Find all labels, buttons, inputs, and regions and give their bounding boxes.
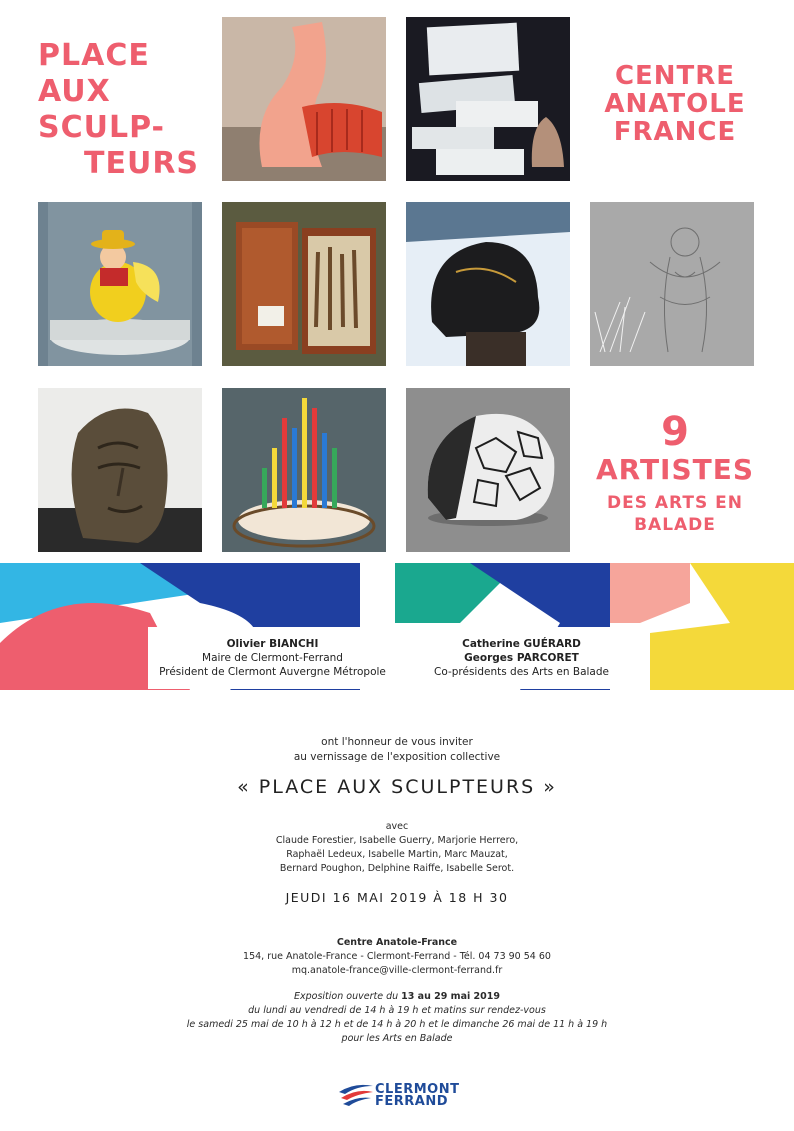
artists-intro: avec <box>385 821 409 832</box>
title-line: TEURS <box>84 146 200 181</box>
invitation-line: ont l'honneur de vous inviter <box>321 736 473 748</box>
artists-line: Bernard Poughon, Delphine Raiffe, Isabelle Serot. <box>279 863 515 874</box>
host-name <box>397 651 646 665</box>
host-role: Président de Clermont Auvergne Métropole <box>159 666 386 678</box>
host-role: Co-présidents des Arts en Balade <box>434 666 609 678</box>
title-centre-anatole-france <box>590 62 760 146</box>
host-last-name: BIANCHI <box>269 638 319 650</box>
artists-word: ARTISTES <box>595 453 755 486</box>
photo-raku-ceramic <box>406 388 570 552</box>
title-place-aux-sculpteurs <box>38 38 199 182</box>
org-name-line: DES ARTS EN <box>607 493 743 513</box>
host-first-name: Olivier <box>226 638 270 650</box>
logo-text-line2: FERRAND <box>375 1094 449 1109</box>
clermont-ferrand-logo <box>337 1080 462 1110</box>
invitation-line: au vernissage de l'exposition collective <box>293 751 501 763</box>
title-line: ANATOLE <box>604 89 746 119</box>
artists-count: 9 <box>661 409 689 455</box>
event-date: JEUDI 16 MAI 2019 À 18 H 30 <box>285 890 509 905</box>
title-line: CENTRE <box>614 61 736 91</box>
opening-hours-line: le samedi 25 mai de 10 h à 12 h et de 14 h à 20 h et le dimanche 26 mai de 11 h à 19 h <box>186 1019 608 1030</box>
photo-black-stone-figure <box>406 202 570 366</box>
artists-line: Claude Forestier, Isabelle Guerry, Marjorie Herrero, <box>275 835 519 846</box>
opening-date-range: 13 au 29 mai 2019 <box>401 991 500 1002</box>
host-last-name: PARCORET <box>516 652 579 664</box>
photo-wooden-case-sculpture <box>222 202 386 366</box>
host-first-name: Georges <box>464 652 517 664</box>
host-first-name: Catherine <box>462 638 524 650</box>
artists-line: Raphaël Ledeux, Isabelle Martin, Marc Mauzat, <box>286 849 508 860</box>
host-name <box>397 637 646 651</box>
photo-bronze-face <box>38 388 202 552</box>
venue-name: Centre Anatole-France <box>336 937 458 948</box>
logo-text-line1: CLERMONT <box>375 1082 460 1097</box>
opening-hours-line: pour les Arts en Balade <box>341 1033 453 1044</box>
title-line: SCULP- <box>38 110 166 145</box>
opening-hours <box>0 990 794 1046</box>
venue-address: 154, rue Anatole-France - Clermont-Ferrand - Tél. 04 73 90 54 60 <box>243 951 551 962</box>
opening-prefix: Exposition ouverte du <box>294 991 402 1002</box>
hosts-box <box>148 627 646 689</box>
invitation-text <box>0 735 794 765</box>
host-name <box>148 637 397 651</box>
host-mayor <box>148 627 397 689</box>
photo-colorful-beads-tower <box>222 388 386 552</box>
title-line: AUX <box>38 74 111 109</box>
host-last-name: GUÉRARD <box>523 638 581 650</box>
photo-wire-sculpture <box>590 202 754 366</box>
photo-figurine-under-glass <box>38 202 202 366</box>
logo-swoosh-icon <box>337 1080 375 1110</box>
opening-hours-line: du lundi au vendredi de 14 h à 19 h et matins sur rendez-vous <box>248 1005 546 1016</box>
host-copresidents <box>397 627 646 689</box>
venue-email: mq.anatole-france@ville-clermont-ferrand.fr <box>291 965 503 976</box>
title-line: FRANCE <box>613 117 737 147</box>
exhibition-title: « PLACE AUX SCULPTEURS » <box>237 776 557 798</box>
photo-marble-blocks <box>406 17 570 181</box>
photo-pink-fabric-sculpture <box>222 17 386 181</box>
title-line: PLACE <box>38 38 150 73</box>
host-role: Maire de Clermont-Ferrand <box>202 652 343 664</box>
artists-list <box>0 820 794 876</box>
opening-dates <box>0 990 794 1004</box>
venue-info <box>0 936 794 978</box>
org-name-line: BALADE <box>634 515 716 535</box>
artists-count-block <box>590 410 760 536</box>
